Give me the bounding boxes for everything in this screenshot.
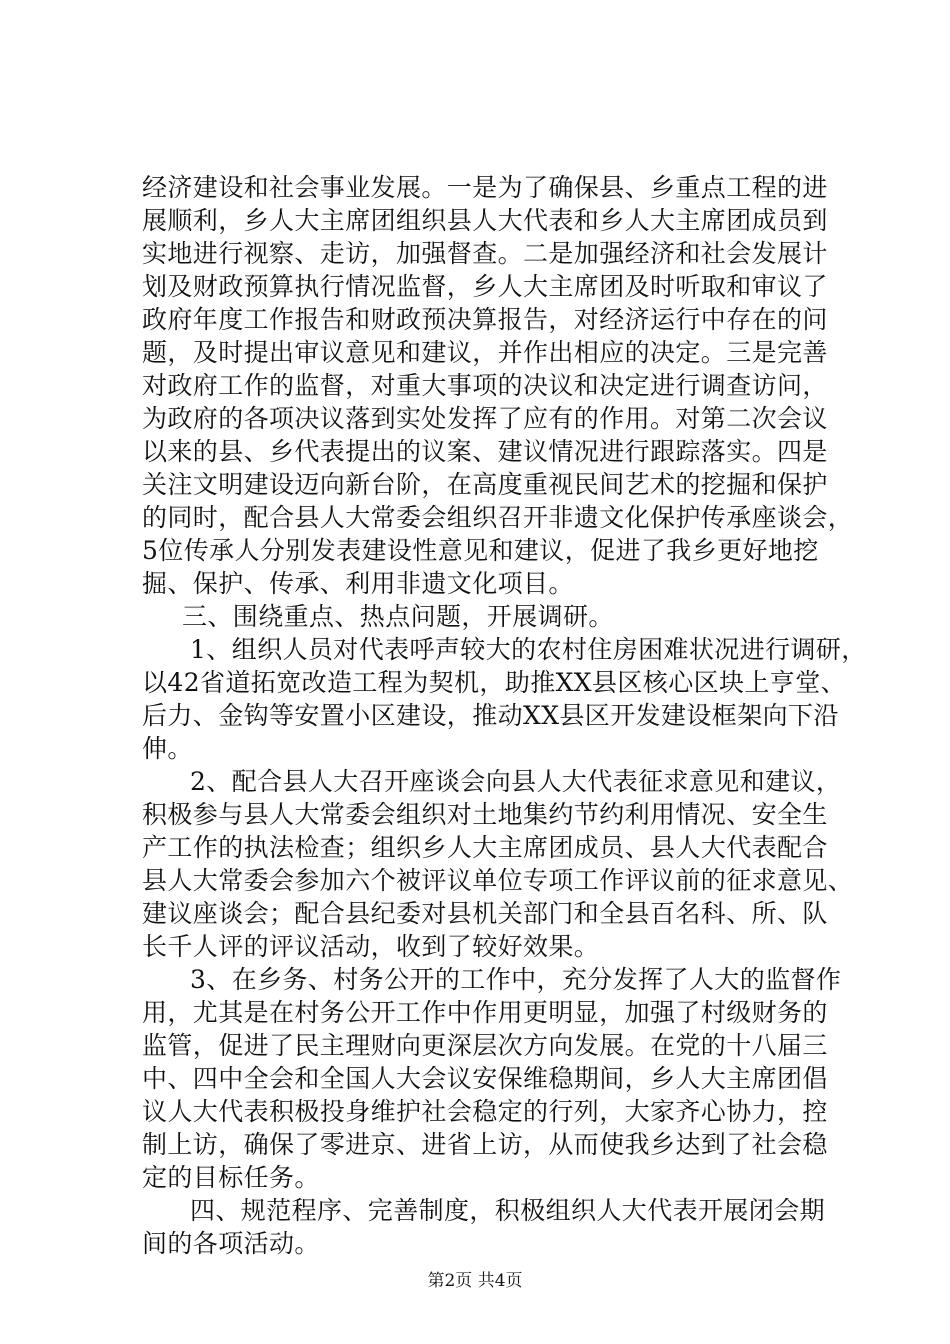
text-line: 实地进行视察、走访，加强督查。二是加强经济和社会发展计 bbox=[142, 239, 828, 268]
text-line: 2、配合县人大召开座谈会向县人大代表征求意见和建议， bbox=[190, 767, 842, 796]
text-line: 5位传承人分别发表建设性意见和建议，促进了我乡更好地挖 bbox=[142, 536, 819, 565]
text-line: 定的目标任务。 bbox=[142, 1163, 320, 1192]
text-line: 中、四中全会和全国人大会议安保维稳期间，乡人大主席团倡 bbox=[142, 1064, 828, 1093]
text-line: 后力、金钩等安置小区建设，推动XX县区开发建设框架向下沿 bbox=[142, 701, 839, 730]
text-line: 题，及时提出审议意见和建议，并作出相应的决定。三是完善 bbox=[142, 338, 828, 367]
text-line: 展顺利，乡人大主席团组织县人大代表和乡人大主席团成员到 bbox=[142, 206, 828, 235]
text-line: 间的各项活动。 bbox=[142, 1229, 320, 1258]
text-line: 关注文明建设迈向新台阶，在高度重视民间艺术的挖掘和保护 bbox=[142, 470, 828, 499]
section-heading: 三、围绕重点、热点问题，开展调研。 bbox=[182, 602, 614, 631]
text-line: 3、在乡务、村务公开的工作中，充分发挥了人大的监督作 bbox=[190, 965, 842, 994]
text-line: 划及财政预算执行情况监督，乡人大主席团及时听取和审议了 bbox=[142, 272, 828, 301]
text-line: 积极参与县人大常委会组织对土地集约节约利用情况、安全生 bbox=[142, 800, 828, 829]
text-line: 制上访，确保了零进京、进省上访，从而使我乡达到了社会稳 bbox=[142, 1130, 828, 1159]
text-line: 1、组织人员对代表呼声较大的农村住房困难状况进行调研， bbox=[190, 635, 867, 664]
text-line: 伸。 bbox=[142, 734, 193, 763]
text-line: 长千人评的评议活动，收到了较好效果。 bbox=[142, 932, 600, 961]
text-line: 县人大常委会参加六个被评议单位专项工作评议前的征求意见、 bbox=[142, 866, 854, 895]
text-line: 用，尤其是在村务公开工作中作用更明显，加强了村级财务的 bbox=[142, 998, 828, 1027]
text-line: 产工作的执法检查；组织乡人大主席团成员、县人大代表配合 bbox=[142, 833, 828, 862]
text-line: 以来的县、乡代表提出的议案、建议情况进行跟踪落实。四是 bbox=[142, 437, 828, 466]
document-body bbox=[142, 171, 867, 1260]
text-line: 政府年度工作报告和财政预决算报告，对经济运行中存在的问 bbox=[142, 305, 828, 334]
page-footer: 第2页 共4页 bbox=[427, 1271, 523, 1291]
section-heading: 四、规范程序、完善制度，积极组织人大代表开展闭会期 bbox=[190, 1196, 826, 1225]
text-line: 建议座谈会；配合县纪委对县机关部门和全县百名科、所、队 bbox=[142, 899, 828, 928]
text-line: 为政府的各项决议落到实处发挥了应有的作用。对第二次会议 bbox=[142, 404, 828, 433]
text-line: 经济建设和社会事业发展。一是为了确保县、乡重点工程的进 bbox=[142, 173, 828, 202]
text-line: 以42省道拓宽改造工程为契机，助推XX县区核心区块上亨堂、 bbox=[142, 668, 847, 697]
text-line: 的同时，配合县人大常委会组织召开非遗文化保护传承座谈会， bbox=[142, 503, 854, 532]
text-line: 对政府工作的监督，对重大事项的决议和决定进行调查访问， bbox=[142, 371, 828, 400]
text-line: 监管，促进了民主理财向更深层次方向发展。在党的十八届三 bbox=[142, 1031, 828, 1060]
text-line: 掘、保护、传承、利用非遗文化项目。 bbox=[142, 569, 574, 598]
text-line: 议人大代表积极投身维护社会稳定的行列，大家齐心协力，控 bbox=[142, 1097, 828, 1126]
